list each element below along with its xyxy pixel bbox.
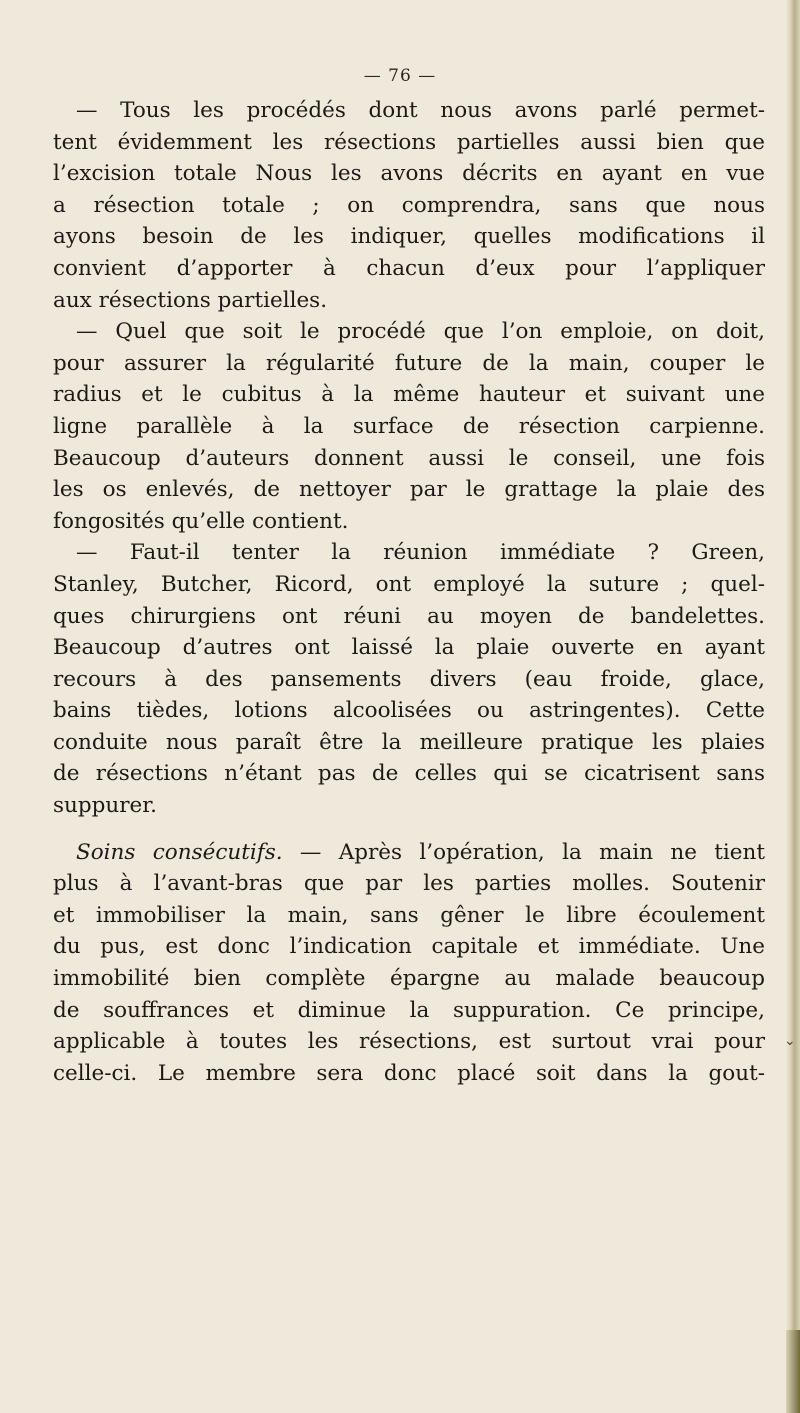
- text-line: aux résections partielles.: [53, 287, 328, 313]
- text-line: plus à l’avant-bras que par les parties molles. Soutenir: [53, 871, 765, 897]
- text-line: ligne parallèle à la surface de résection carpienne.: [53, 413, 765, 439]
- text-line: de souffrances et diminue la suppuration. Ce principe,: [53, 997, 765, 1023]
- text-line: immobilité bien complète épargne au malade beaucoup: [53, 966, 765, 992]
- text-line: conduite nous paraît être la meilleure pratique les plaies: [53, 729, 765, 755]
- text-line: fongosités qu’elle contient.: [53, 508, 349, 534]
- text-line: — Quel que soit le procédé que l’on emploie, on doit,: [76, 319, 765, 345]
- page-edge-shadow: [786, 1330, 800, 1413]
- text-line: du pus, est donc l’indication capitale et immédiate. Une: [53, 934, 765, 960]
- text-line: recours à des pansements divers (eau froide, glace,: [53, 666, 765, 692]
- text-line: pour assurer la régularité future de la main, couper le: [53, 350, 765, 376]
- text-line: a résection totale ; on comprendra, sans que nous: [53, 192, 765, 218]
- section-heading: Soins consécutifs.: [76, 839, 283, 865]
- text-line: les os enlevés, de nettoyer par le grattage la plaie des: [53, 477, 765, 503]
- text-line: l’excision totale Nous les avons décrits en ayant en vue: [53, 161, 765, 187]
- text-line: et immobiliser la main, sans gêner le libre écoulement: [53, 902, 765, 928]
- text-line: Stanley, Butcher, Ricord, ont employé la suture ; quel-: [53, 571, 765, 597]
- text-line: ayons besoin de les indiquer, quelles modifications il: [53, 224, 765, 250]
- page-edge: [786, 0, 800, 1413]
- text-line: de résections n’étant pas de celles qui se cicatrisent sans: [53, 761, 765, 787]
- text-line: convient d’apporter à chacun d’eux pour l’appliquer: [53, 255, 765, 281]
- text-line: applicable à toutes les résections, est surtout vrai pour: [53, 1029, 765, 1055]
- text-line: suppurer.: [53, 793, 158, 819]
- text-line: Beaucoup d’autres ont laissé la plaie ouverte en ayant: [53, 635, 765, 661]
- text-line: [53, 837, 765, 869]
- text-line: tent évidemment les résections partielles aussi bien que: [53, 129, 765, 155]
- text-line: — Faut-il tenter la réunion immédiate ? Green,: [76, 540, 765, 566]
- text-line: — Tous les procédés dont nous avons parlé permet-: [76, 98, 765, 123]
- text-line: bains tièdes, lotions alcoolisées ou astringentes). Cette: [53, 698, 765, 724]
- text-line: celle-ci. Le membre sera donc placé soit dans la gout-: [53, 1060, 765, 1086]
- text-line: ques chirurgiens ont réuni au moyen de bandelettes.: [53, 603, 765, 629]
- page-number: — 76 —: [363, 66, 437, 86]
- text-line: Beaucoup d’auteurs donnent aussi le conseil, une fois: [53, 445, 765, 471]
- text-line: radius et le cubitus à la même hauteur et suivant une: [53, 382, 765, 408]
- paragraph-gap: [53, 822, 765, 837]
- text-fragment: — Après l’opération, la main ne tient: [282, 839, 765, 865]
- margin-mark: ⌄: [784, 1033, 796, 1049]
- body-text: [53, 95, 765, 1089]
